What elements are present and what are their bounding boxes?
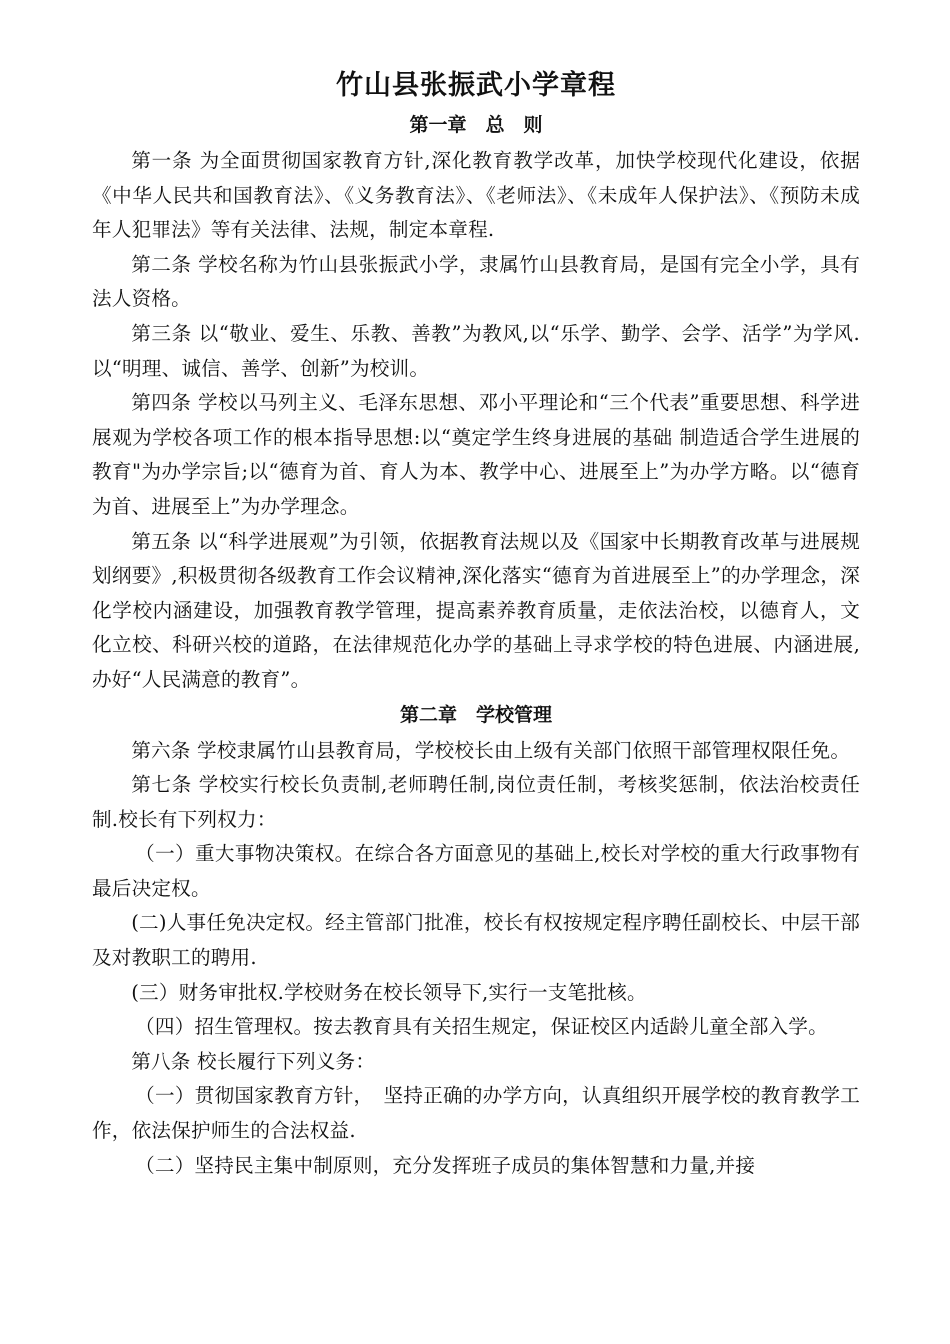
article-6: 第六条 学校隶属竹山县教育局，学校校长由上级有关部门依照干部管理权限任免。 (131, 738, 851, 762)
chapter-1-heading: 第一章 总 则 (409, 114, 543, 136)
document-page (92, 64, 860, 1183)
article-7-item-4: （四）招生管理权。按去教育具有关招生规定，保证校区内适龄儿童全部入学。 (135, 1015, 828, 1039)
article-2: 第二条 学校名称为竹山县张振武小学，隶属竹山县教育局，是国有完全小学，具有法人资格。 (92, 252, 860, 311)
article-8-item-2: （二）坚持民主集中制原则，充分发挥班子成员的集体智慧和力量,并接 (135, 1153, 756, 1177)
article-8: 第八条 校长履行下列义务： (131, 1049, 376, 1073)
article-7-item-2: (二)人事任免决定权。经主管部门批准，校长有权按规定程序聘任副校长、中层干部及对教职工的聘用. (92, 911, 860, 970)
article-8-item-1: （一）贯彻国家教育方针， 坚持正确的办学方向，认真组织开展学校的教育教学工作，依法保护师生的合法权益. (92, 1084, 860, 1143)
article-7-item-3: (三）财务审批权.学校财务在校长领导下,实行一支笔批核。 (131, 980, 647, 1004)
article-3: 第三条 以“敬业、爱生、乐教、善教”为教风,以“乐学、勤学、会学、活学”为学风. 以“明理、诚信、善学、创新”为校训。 (92, 321, 860, 380)
article-7-item-1: （一）重大事物决策权。在综合各方面意见的基础上,校长对学校的重大行政事物有最后决定权。 (92, 842, 860, 900)
article-1: 第一条 为全面贯彻国家教育方针,深化教育教学改革，加快学校现代化建设，依据《中华人民共和国教育法》、《义务教育法》、《老师法》、《未成年人保护法》、《预防未成年人犯罪法》等有关法律、法规，制定本章程. (92, 149, 860, 242)
article-5: 第五条 以“科学进展观”为引领，依据教育法规以及《国家中长期教育改革与进展规划纲要》,积极贯彻各级教育工作会议精神,深化落实“德育为首进展至上”的办学理念，深化学校内涵建设，加强教育教学管理，提高素养教育质量，走依法治校，以德育人，文化立校、科研兴校的道路，在法律规范化办学的基础上寻求学校的特色进展、内涵进展,办好“人民满意的教育”。 (92, 529, 860, 691)
chapter-2-heading: 第二章 学校管理 (399, 703, 552, 726)
article-7: 第七条 学校实行校长负责制,老师聘任制,岗位责任制，考核奖惩制，依法治校责任制.校长有下列权力： (92, 773, 860, 831)
document-title: 竹山县张振武小学章程 (336, 70, 616, 101)
article-4: 第四条 学校以马列主义、毛泽东思想、邓小平理论和“三个代表”重要思想、科学进展观为学校各项工作的根本指导思想:以“奠定学生终身进展的基础 制造适合学生进展的教育"为办学宗旨;以“德育为首、育人为本、教学中心、进展至上”为办学方略。以“德育为首、进展至上”为办学理念。 (92, 391, 860, 518)
